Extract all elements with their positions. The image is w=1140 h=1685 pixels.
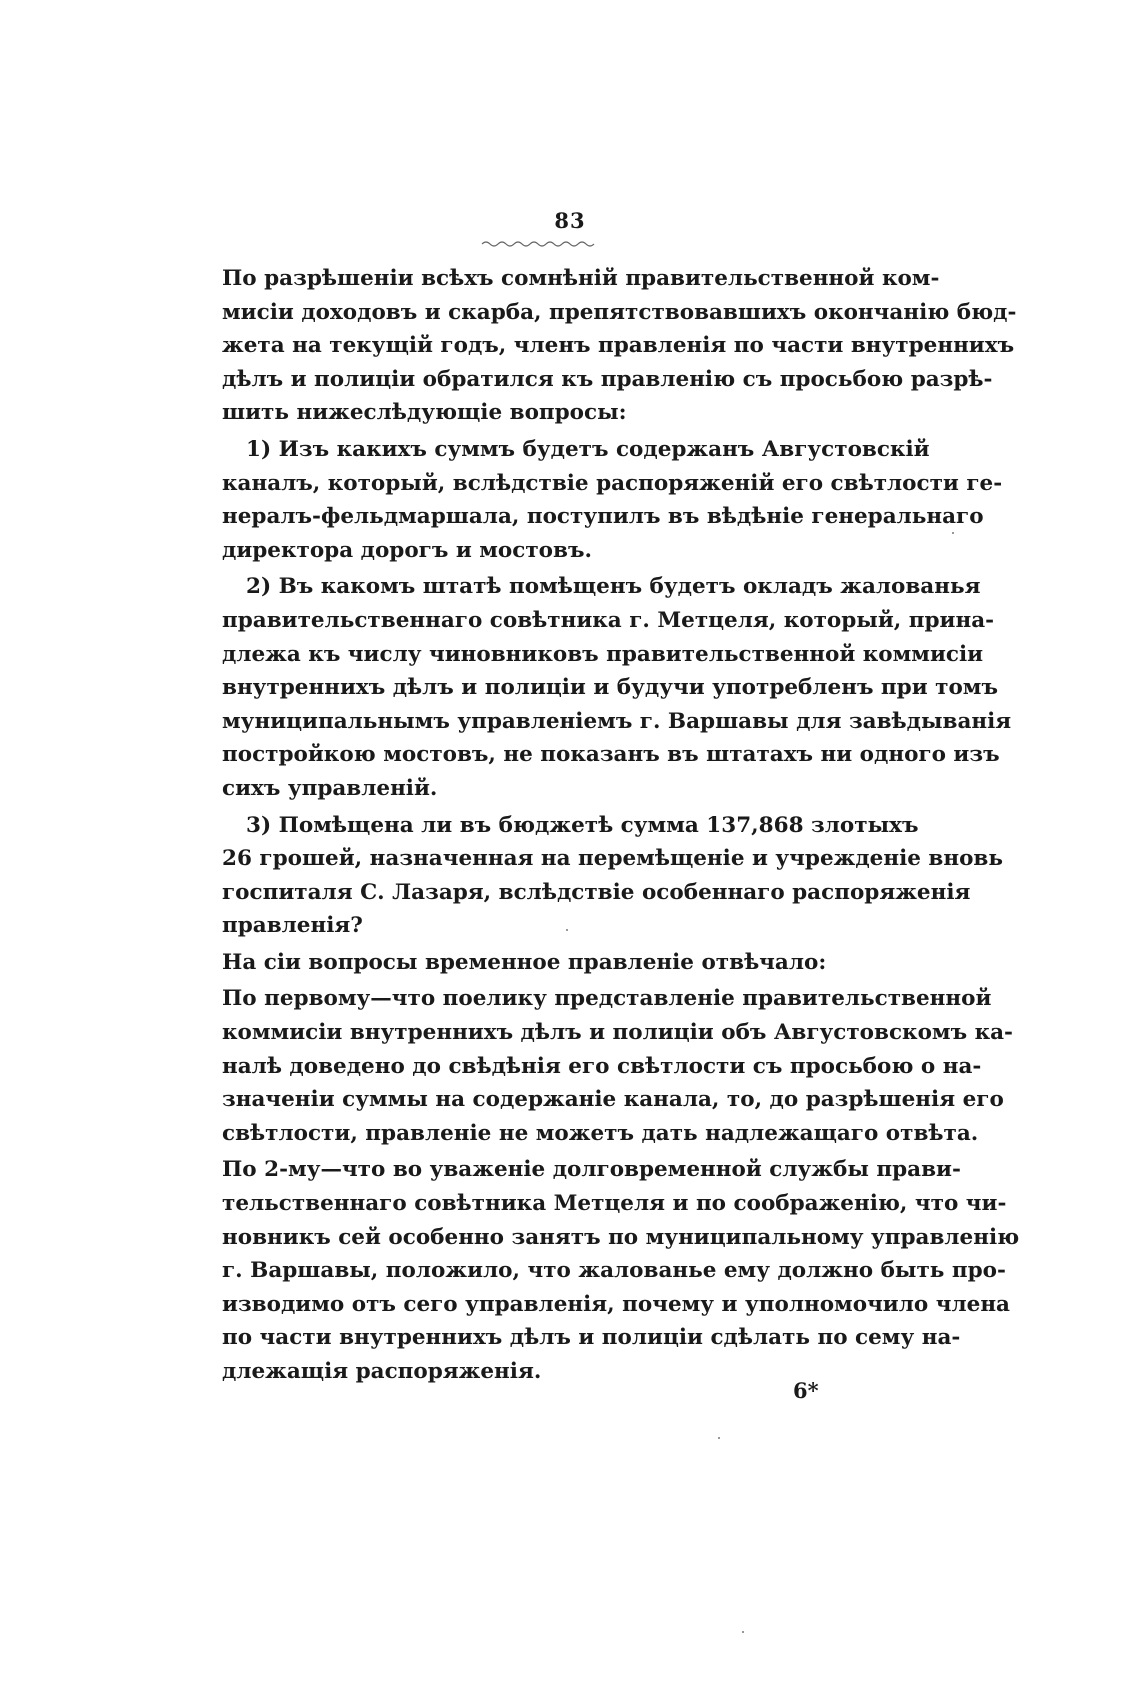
text-line: директора дорогъ и мостовъ. [222,537,592,563]
text-line: 26 грошей, назначенная на перемѣщеніе и учрежденіе вновь [222,846,1003,872]
header-ornament-rule [480,238,600,250]
text-line: госпиталя С. Лазаря, вслѣдствіе особеннаго распоряженія [222,879,971,905]
text-line: внутреннихъ дѣлъ и полиціи и будучи употребленъ при томъ [222,675,998,701]
scan-speck [718,1437,720,1439]
text-line: г. Варшавы, положило, что жалованье ему должно быть про- [222,1258,1006,1284]
text-line: дѣлъ и полиціи обратился къ правленію съ просьбою разрѣ- [222,366,993,392]
text-line: По 2-му—что во уваженіе долговременной службы прави- [222,1157,961,1183]
paragraph-answers-intro [222,946,877,980]
text-line: сихъ управленій. [222,775,438,801]
text-line: По разрѣшеніи всѣхъ сомнѣній правительственной ком- [222,266,940,291]
text-line: мисіи доходовъ и скарба, препятствовавшихъ окончанію бюд- [222,299,1017,325]
text-line: новникъ сей особенно занятъ по муниципальному управленію [222,1224,1020,1250]
text-line: значеніи суммы на содержаніе канала, то, до разрѣшенія его [222,1087,1004,1113]
text-line: свѣтлости, правленіе не можетъ дать надлежащаго отвѣта. [222,1120,979,1146]
text-line: 1) Изъ какихъ суммъ будетъ содержанъ Августовскій [246,436,930,462]
text-line: изводимо отъ сего управленія, почему и уполномочило члена [222,1291,1010,1317]
text-line: муниципальнымъ управленіемъ г. Варшавы для завѣдыванія [222,708,1012,734]
body-text [222,262,1020,1392]
text-line: 3) Помѣщена ли въ бюджетѣ сумма 137,868 злотыхъ [246,812,919,838]
text-line: жета на текущій годъ, членъ правленія по части внутреннихъ [222,333,1015,359]
paragraph-intro [222,262,1017,430]
text-line: тельственнаго совѣтника Метцеля и по соображенію, что чи- [222,1191,1007,1217]
text-line: правительственнаго совѣтника г. Метцеля, который, прина- [222,607,995,633]
paragraph-answer-1 [222,982,1013,1150]
page-number: 83 [554,208,586,233]
scan-speck [566,929,568,931]
text-line: правленія? [222,913,363,939]
scan-speck [952,532,954,534]
text-line: налѣ доведено до свѣдѣнія его свѣтлости съ просьбою о на- [222,1053,982,1079]
text-line: По первому—что поелику представленіе правительственной [222,986,992,1012]
text-line: нералъ-фельдмаршала, поступилъ въ вѣдѣніе генеральнаго [222,504,984,530]
text-line: На сіи вопросы временное правленіе отвѣчало: [222,949,827,975]
text-line: каналъ, который, вслѣдствіе распоряженій его свѣтлости ге- [222,470,1003,496]
text-line: по части внутреннихъ дѣлъ и полиціи сдѣлать по сему на- [222,1325,961,1351]
paragraph-question-1 [222,433,1003,567]
scan-speck [742,1631,744,1633]
paragraph-answer-2 [222,1153,1020,1388]
text-line: шить нижеслѣдующіе вопросы: [222,400,627,426]
text-line: длежа къ числу чиновниковъ правительственной коммисіи [222,641,984,667]
text-line: коммисіи внутреннихъ дѣлъ и полиціи объ Августовскомъ ка- [222,1020,1013,1046]
text-line: 2) Въ какомъ штатѣ помѣщенъ будетъ окладъ жалованья [246,574,981,600]
signature-mark: 6* [793,1378,819,1403]
paragraph-question-3 [222,809,1003,943]
text-line: длежащія распоряженія. [222,1359,542,1384]
paragraph-question-2 [222,570,1012,805]
text-line: постройкою мостовъ, не показанъ въ штатахъ ни одного изъ [222,742,1000,768]
